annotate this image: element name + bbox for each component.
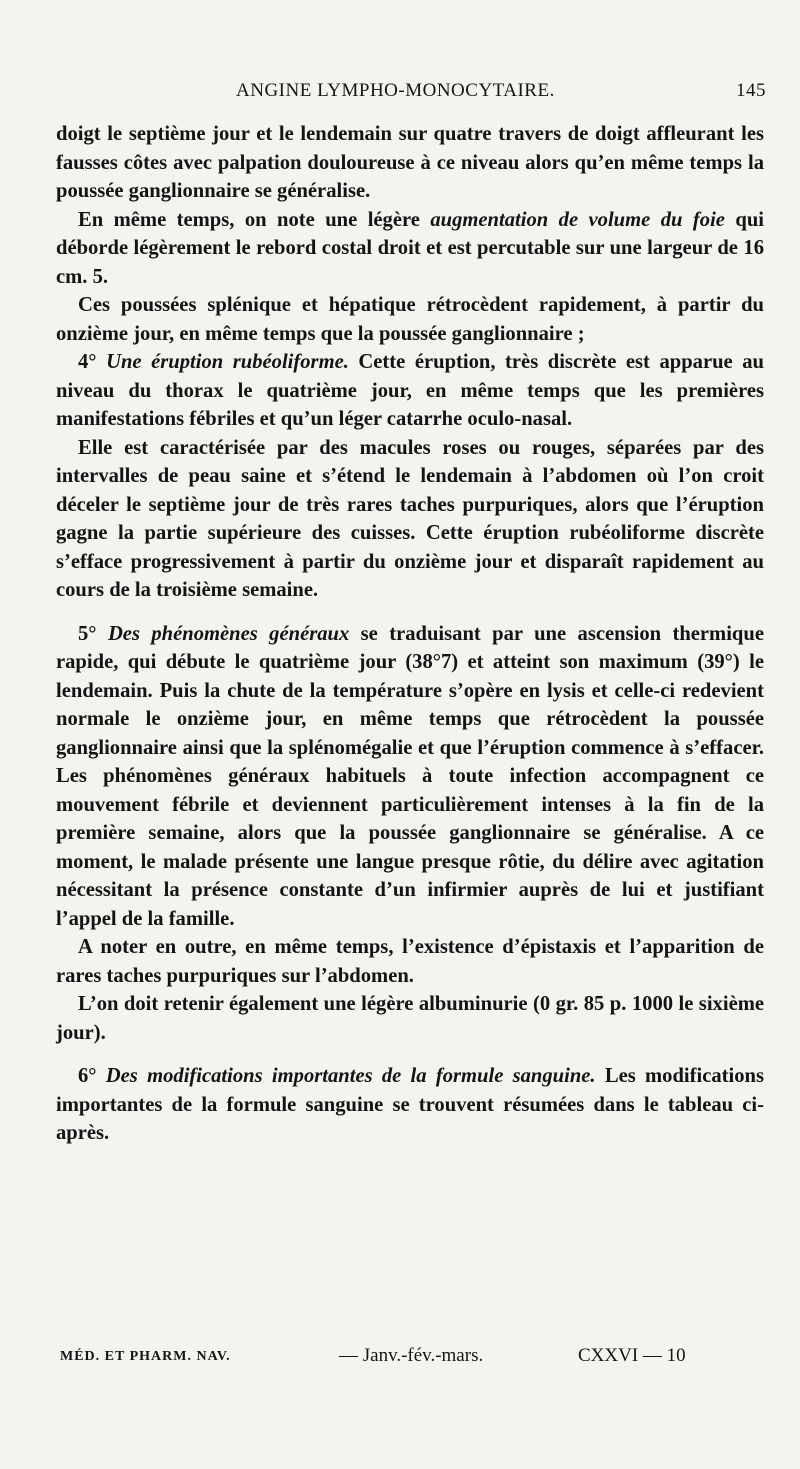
paragraph-albuminuria: L’on doit retenir également une légère albuminurie (0 gr. 85 p. 1000 le sixième jour). (56, 993, 764, 1044)
text-run: Cette éruption, très discrète est apparue au niveau du thorax le quatrième jour, en même temps que les premières manifestations fébriles et qu’un léger catarrhe oculo-nasal. (56, 351, 764, 430)
emphasis-liver: augmentation de volume du foie (430, 208, 725, 231)
body-text (56, 120, 764, 1148)
item-number: 5° (78, 622, 108, 645)
paragraph-spleen: doigt le septième jour et le lendemain sur quatre travers de doigt affleurant les fausses côtes avec palpation douloureuse à ce niveau alors qu’en même temps la poussée ganglionnaire se généralise. (56, 123, 764, 202)
issue-dates: — Janv.-fév.-mars. (339, 1345, 484, 1366)
paragraph-eruption (56, 348, 764, 434)
text-run: se traduisant par une ascension thermique rapide, qui débute le quatrième jour (38°7) et atteint son maximum (39°) le lendemain. Puis la chute de la température s’opère en lysis et celle-ci redevient normale le onzième jour, en même temps que rétrocèdent la poussée ganglionnaire ainsi que la splénomégalie et que l’éruption commence à s’effacer. Les phénomènes généraux habituels à toute infection accompagnent ce mouvement fébrile et deviennent particulièrement intenses à la fin de la première semaine, alors que la poussée ganglionnaire se généralise. A ce moment, le malade présente une langue presque rôtie, du délire avec agitation nécessitant la présence constante d’un infirmier auprès de lui et justifiant l’appel de la famille. (56, 622, 764, 930)
paragraph-macules: Elle est caractérisée par des macules roses ou rouges, séparées par des intervalles de peau saine et s’étend le lendemain à l’abdomen où l’on croit déceler le septième jour de très rares taches purpuriques, alors que l’éruption gagne la partie supérieure des cuisses. Cette éruption rubéoliforme discrète s’efface progressivement à partir du onzième jour et disparaît rapidement au cours de la troisième semaine. (56, 436, 764, 601)
emphasis-general: Des phénomènes généraux (107, 622, 350, 645)
paragraph-blood-formula (56, 1062, 764, 1148)
signature-mark: CXXVI — 10 (578, 1345, 686, 1366)
emphasis-blood: Des modifications importantes de la formule sanguine. (105, 1065, 596, 1087)
running-title: ANGINE LYMPHO-MONOCYTAIRE. (236, 80, 555, 101)
page-footer (60, 1345, 768, 1375)
paragraph-regression: Ces poussées splénique et hépatique rétrocèdent rapidement, à partir du onzième jour, en même temps que la poussée ganglionnaire ; (56, 294, 764, 345)
journal-name: MÉD. ET PHARM. NAV. (60, 1349, 231, 1364)
item-number: 4° (78, 351, 107, 373)
text-run: Les modifications importantes de la formule sanguine se trouvent résumées dans le tableau ci-après. (56, 1065, 764, 1144)
emphasis-eruption: Une éruption rubéoliforme. (106, 351, 349, 373)
page-number: 145 (736, 80, 766, 101)
page-header (56, 80, 766, 112)
paragraph-general-phenomena (56, 620, 764, 934)
text-run: En même temps, on note une légère (78, 208, 431, 231)
paragraph-epistaxis: A noter en outre, en même temps, l’existence d’épistaxis et l’apparition de rares taches purpuriques sur l’abdomen. (56, 936, 764, 987)
item-number: 6° (78, 1065, 106, 1087)
paragraph-liver (56, 206, 764, 292)
text-run: qui déborde légèrement le rebord costal droit et est percutable sur une largeur de 16 cm. 5. (56, 208, 764, 288)
